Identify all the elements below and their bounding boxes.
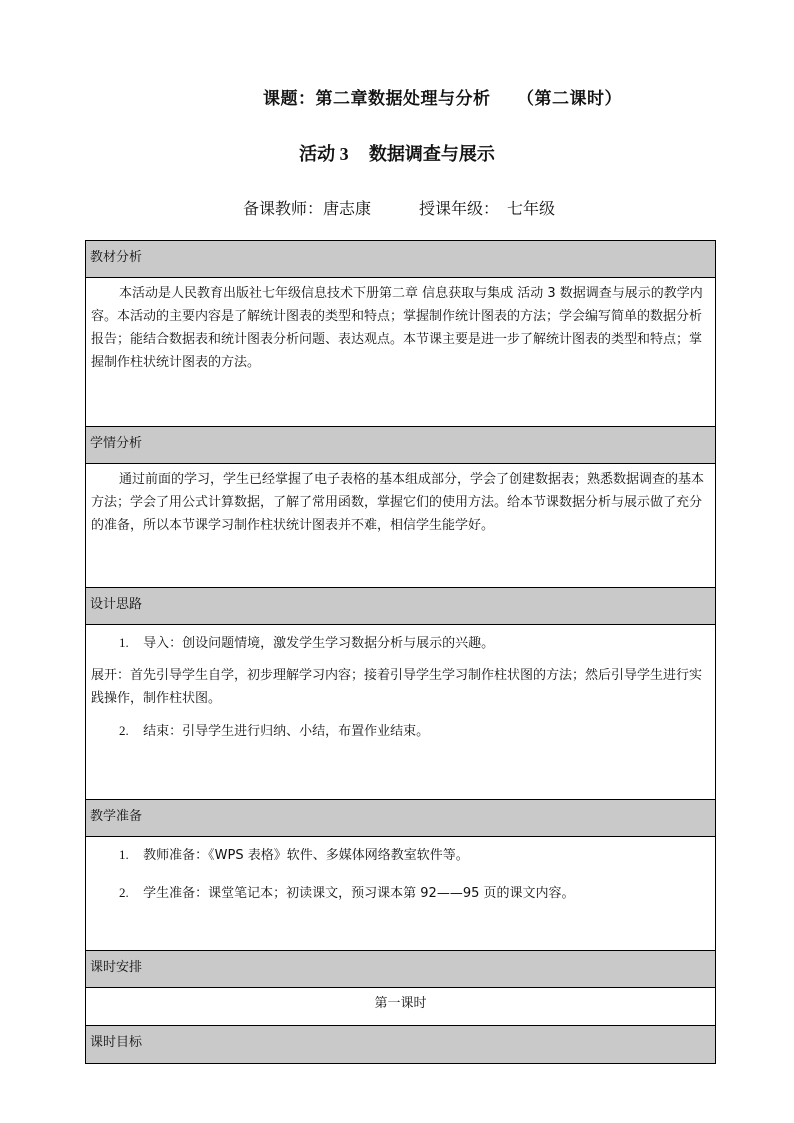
activity-title <box>0 140 794 166</box>
section-header-students: 学情分析 <box>86 427 715 464</box>
prep-item-1-text: 教师准备：《WPS 表格》软件、多媒体网络教室软件等。 <box>143 848 469 863</box>
section-body-design <box>86 625 715 800</box>
teacher-info: 备课教师：唐志康 授课年级： 七年级 <box>243 199 556 218</box>
design-item-1-text: 导入：创设问题情境，激发学生学习数据分析与展示的兴趣。 <box>143 636 495 651</box>
activity-number: 活动 3 <box>299 144 349 164</box>
design-item-1-number: 1. <box>119 635 129 650</box>
material-text: 本活动是人民教育出版社七年级信息技术下册第二章 信息获取与集成 活动 3 数据调查与展示的教学内容。本活动的主要内容是了解统计图表的类型和特点；掌握制作统计图表的方法；学会编写简单的数据分析报告；能结合数据表和统计图表分析问题、表达观点。本节课主要是进一步了解统计图表的类型和特点；掌握制作柱状统计图表的方法。 <box>91 286 703 370</box>
section-body-schedule <box>86 988 715 1026</box>
design-item-2-text: 结束：引导学生进行归纳、小结，布置作业结束。 <box>143 724 430 739</box>
prep-item-1 <box>91 843 710 867</box>
design-item-1 <box>91 631 710 655</box>
lesson-title: 课题：第二章数据处理与分析 （第二课时） <box>263 89 622 109</box>
section-body-prep <box>86 837 715 951</box>
activity-name: 数据调查与展示 <box>368 144 495 165</box>
students-text: 通过前面的学习，学生已经掌握了电子表格的基本组成部分，学会了创建数据表；熟悉数据调查的基本方法；学会了用公式计算数据，了解了常用函数，掌握它们的使用方法。给本节课数据分析与展示做了充分的准备，所以本节课学习制作柱状统计图表并不难，相信学生能学好。 <box>91 472 705 533</box>
lesson-plan-table <box>85 240 716 1064</box>
section-header-prep: 教学准备 <box>86 800 715 837</box>
design-item-2 <box>91 719 710 743</box>
section-header-design: 设计思路 <box>86 588 715 625</box>
section-header-material: 教材分析 <box>86 241 715 278</box>
design-item-2-number: 2. <box>119 723 129 738</box>
design-middle-text: 展开：首先引导学生自学，初步理解学习内容；接着引导学生学习制作柱状图的方法；然后引导学生进行实践操作，制作柱状图。 <box>91 668 703 706</box>
prep-item-2-text: 学生准备：课堂笔记本；初读课文，预习课本第 92——95 页的课文内容。 <box>143 886 575 901</box>
section-header-goals: 课时目标 <box>86 1026 715 1063</box>
section-body-students <box>86 464 715 588</box>
prep-item-2 <box>91 881 710 905</box>
prep-item-2-number: 2. <box>119 885 129 900</box>
section-body-material <box>86 278 715 427</box>
prep-item-1-number: 1. <box>119 847 129 862</box>
section-header-schedule: 课时安排 <box>86 951 715 988</box>
schedule-text: 第一课时 <box>374 996 427 1011</box>
